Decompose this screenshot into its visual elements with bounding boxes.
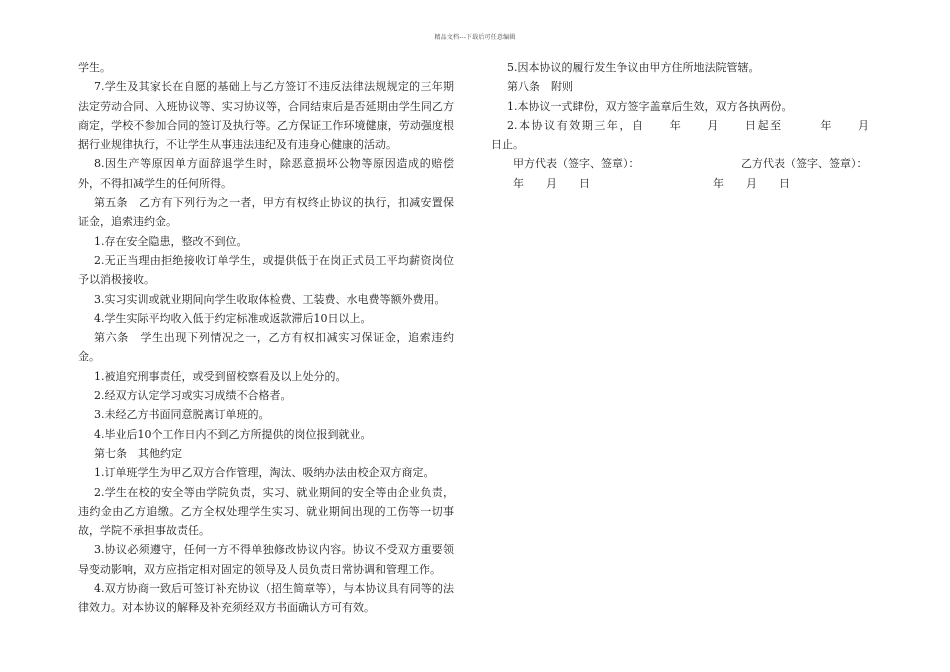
paragraph: 2.学生在校的安全等由学院负责，实习、就业期间的安全等由企业负责，违约金由乙方追缴。乙方全权处理学生实习、就业期间出现的工伤等一切事故，学院不承担事故责任。: [78, 485, 454, 538]
paragraph: 3.实习实训或就业期间向学生收取体检费、工装费、水电费等额外费用。: [94, 292, 446, 306]
paragraph: 1.订单班学生为甲乙双方合作管理，淘汰、吸纳办法由校企双方商定。: [94, 466, 435, 480]
party-b-signature-label: 乙方代表（签字、签章）：: [741, 157, 868, 171]
article-8-heading: 第八条 附则: [507, 80, 573, 94]
paragraph: 4.双方协商一致后可签订补充协议（招生简章等），与本协议具有同等的法律效力。对本协议的解释及补充须经双方书面确认方可有效。: [78, 582, 454, 615]
paragraph: 2.无正当理由拒绝接收订单学生，或提供低于在岗正式员工平均薪资岗位予以消极接收。: [78, 253, 454, 287]
signature-date-row: [491, 174, 869, 193]
article-7-heading: 第七条 其他约定: [94, 446, 182, 460]
left-column: [78, 58, 454, 618]
paragraph: 7.学生及其家长在自愿的基础上与乙方签订不违反法律法规规定的三年期法定劳动合同、入班协议等、实习协议等，合同结束后是否延期由学生同乙方商定，学校不参加合同的签订及执行等。乙方保证工作环境健康，劳动强度根据行业规律执行，不让学生从事违法违纪及有违身心健康的活动。: [78, 80, 454, 152]
paragraph: 1.本协议一式肆份，双方签字盖章后生效，双方各执两份。: [507, 99, 793, 113]
paragraph: 3.未经乙方书面同意脱离订单班的。: [94, 408, 270, 422]
paragraph: 3.协议必须遵守，任何一方不得单独修改协议内容。协议不受双方重要领导变动影响，双方应指定相对固定的领导及人员负责日常协调和管理工作。: [78, 543, 454, 576]
paragraph: 2.经双方认定学习或实习成绩不合格者。: [94, 389, 292, 403]
signature-row: [491, 154, 869, 173]
paragraph: 1.被追究刑事责任，或受到留校察看及以上处分的。: [94, 369, 347, 383]
paragraph: 2.本协议有效期三年，自 年 月 日起至 年 月 日止。: [491, 118, 902, 152]
page-header: 精品文档---下载后可任意编辑: [434, 34, 516, 41]
right-column: [491, 58, 902, 193]
paragraph: 5.因本协议的履行发生争议由甲方住所地法院管辖。: [507, 61, 760, 74]
party-a-signature-label: 甲方代表（签字、签章）：: [513, 157, 640, 171]
paragraph: 学生。: [78, 61, 111, 74]
article-6-heading: 第六条 学生出现下列情况之一，乙方有权扣减实习保证金，追索违约金。: [78, 331, 454, 364]
article-5-heading: 第五条 乙方有下列行为之一者，甲方有权终止协议的执行，扣减安置保证金，追索违约金。: [78, 196, 454, 229]
party-b-date: 年 月 日: [713, 176, 790, 190]
paragraph: 4.毕业后10个工作日内不到乙方所提供的岗位报到就业。: [94, 427, 372, 441]
paragraph: 4.学生实际平均收入低于约定标准或返款滞后10日以上。: [94, 311, 372, 325]
paragraph: 8.因生产等原因单方面辞退学生时，除恶意损坏公物等原因造成的赔偿外，不得扣减学生的任何所得。: [78, 157, 454, 190]
party-a-date: 年 月 日: [513, 176, 590, 190]
paragraph: 1.存在安全隐患，整改不到位。: [94, 234, 248, 248]
